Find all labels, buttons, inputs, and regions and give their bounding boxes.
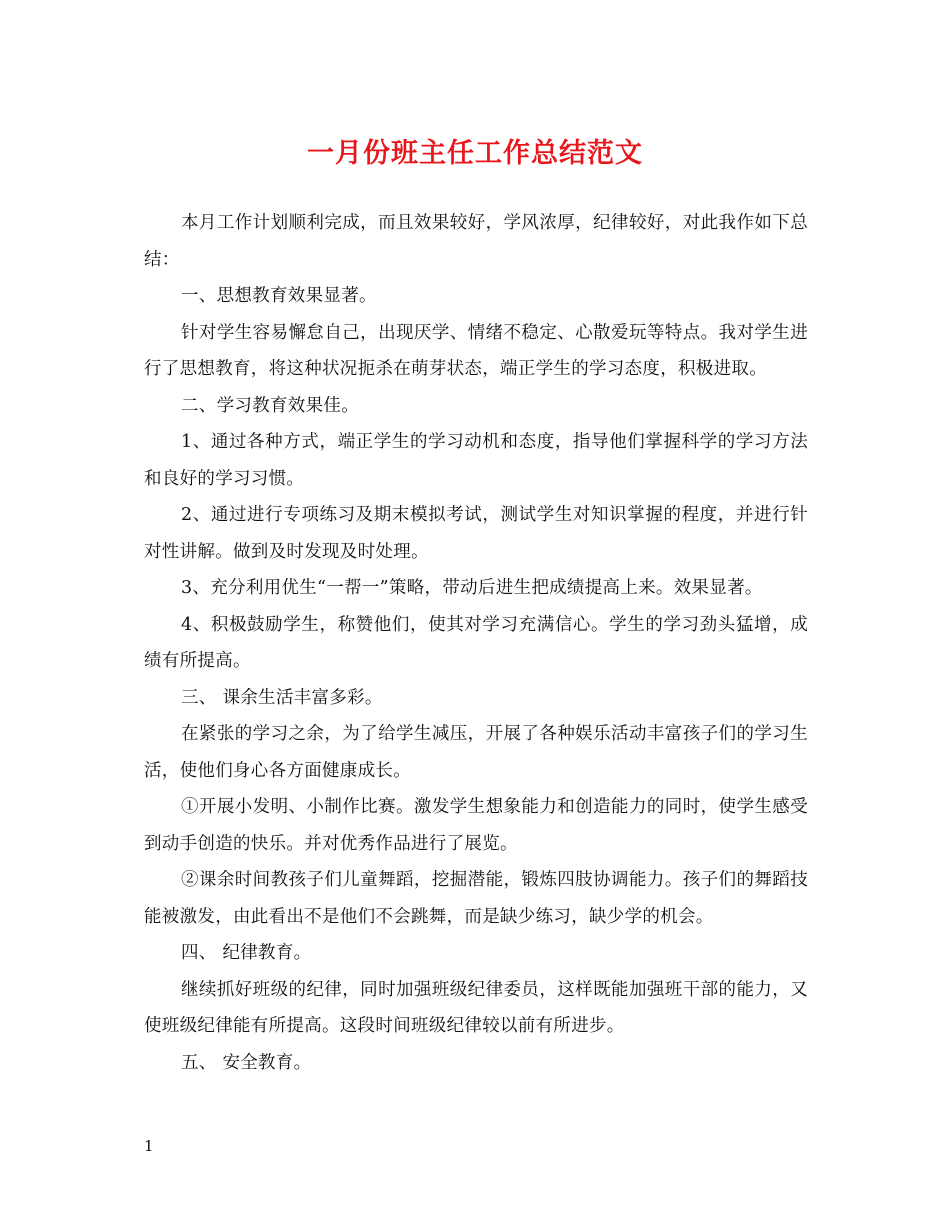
list-item: 2、通过进行专项练习及期末模拟考试，测试学生对知识掌握的程度，并进行针对性讲解。做到及时发现及时处理。 [144,505,808,562]
section-heading: 一、思想教育效果显著。 [181,286,377,306]
section-heading: 三、 课余生活丰富多彩。 [181,687,383,708]
list-item: ①开展小发明、小制作比赛。激发学生想象能力和创造能力的同时，使学生感受到动手创造的快乐。并对优秀作品进行了展览。 [144,797,808,854]
page-number: 1 [144,1137,154,1155]
list-item: 3、充分利用优生“一帮一”策略，带动后进生把成绩提高上来。效果显著。 [181,578,763,598]
paragraph: 在紧张的学习之余，为了给学生减压，开展了各种娱乐活动丰富孩子们的学习生活，使他们身心各方面健康成长。 [144,724,808,781]
list-item: 1、通过各种方式，端正学生的学习动机和态度，指导他们掌握科学的学习方法和良好的学习习惯。 [144,432,808,489]
document-title: 一月份班主任工作总结范文 [307,138,643,169]
paragraph: 本月工作计划顺利完成，而且效果较好，学风浓厚，纪律较好，对此我作如下总结： [144,213,808,270]
section-heading: 五、 安全教育。 [181,1052,312,1073]
list-item: 4、积极鼓励学生，称赞他们，使其对学习充满信心。学生的学习劲头猛增，成绩有所提高。 [144,614,808,671]
section-heading: 四、 纪律教育。 [181,943,312,963]
document-body [144,205,808,1081]
paragraph: 针对学生容易懈怠自己，出现厌学、情绪不稳定、心散爱玩等特点。我对学生进行了思想教育，将这种状况扼杀在萌芽状态，端正学生的学习态度，积极进取。 [144,322,808,379]
section-heading: 二、学习教育效果佳。 [181,395,359,416]
list-item: ②课余时间教孩子们儿童舞蹈，挖掘潜能，锻炼四肢协调能力。孩子们的舞蹈技能被激发，由此看出不是他们不会跳舞，而是缺少练习，缺少学的机会。 [144,870,808,927]
paragraph: 继续抓好班级的纪律，同时加强班级纪律委员，这样既能加强班干部的能力，又使班级纪律能有所提高。这段时间班级纪律较以前有所进步。 [144,979,808,1036]
